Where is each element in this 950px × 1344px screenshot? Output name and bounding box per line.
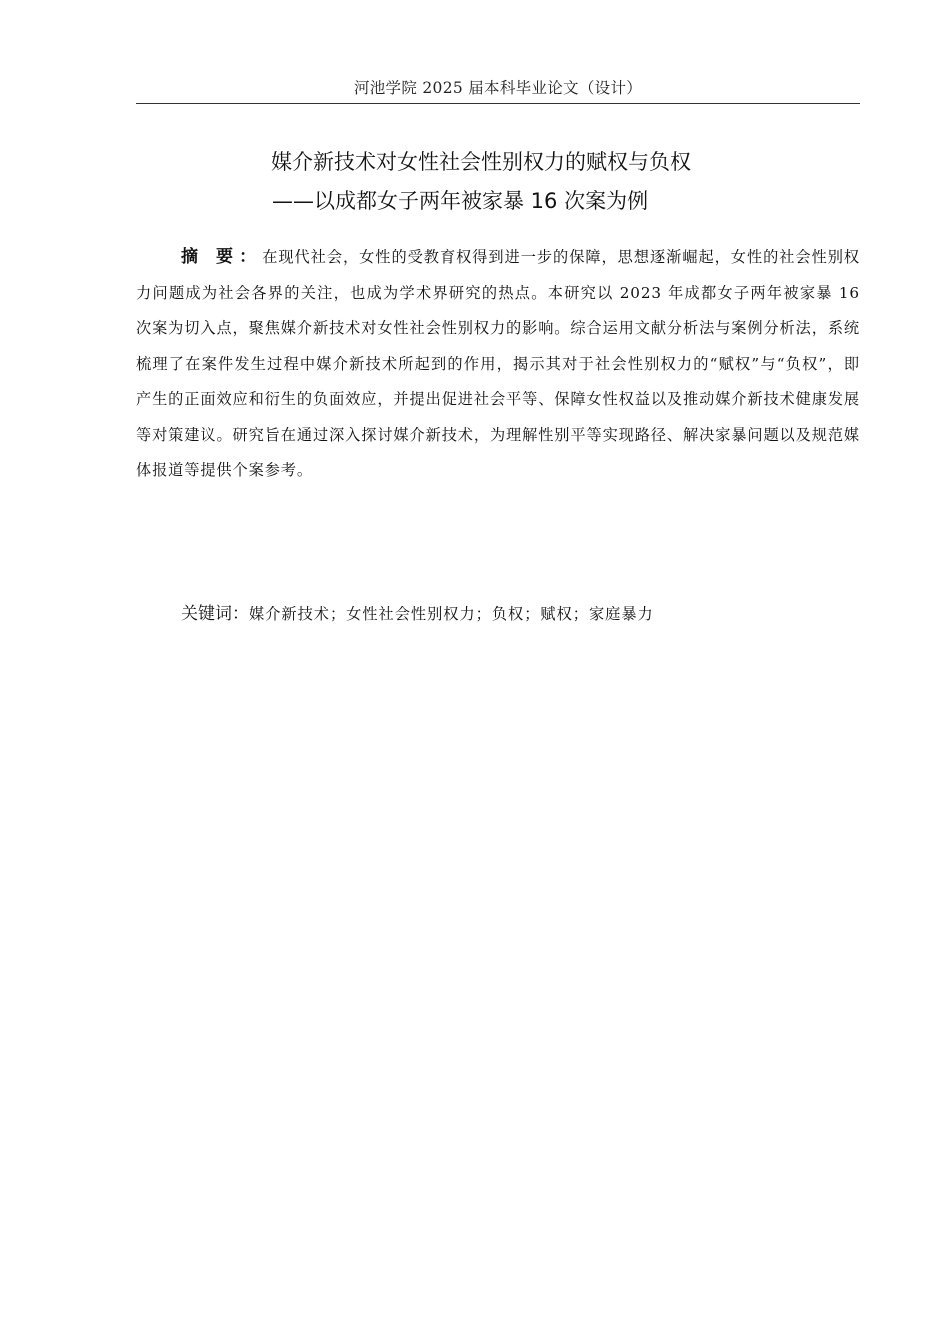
keywords-label: 关键词：	[181, 604, 249, 624]
abstract-section	[136, 240, 860, 489]
header-divider	[136, 103, 860, 104]
paper-title-subtitle: ——以成都女子两年被家暴 16 次案为例	[272, 189, 649, 213]
keywords-section	[181, 598, 860, 630]
abstract-label: 摘 要：	[181, 247, 263, 267]
keywords-list: 媒介新技术；女性社会性别权力；负权；赋权；家庭暴力	[249, 605, 654, 623]
paper-title-main: 媒介新技术对女性社会性别权力的赋权与负权	[271, 150, 691, 174]
running-header: 河池学院 2025 届本科毕业论文（设计）	[353, 79, 643, 97]
abstract-body: 在现代社会，女性的受教育权得到进一步的保障，思想逐渐崛起，女性的社会性别权力问题成为社会各界的关注，也成为学术界研究的热点。本研究以 2023 年成都女子两年被家暴 16 次案为切入点，聚焦媒介新技术对女性社会性别权力的影响。综合运用文献分析法与案例分析法，系统梳理了在案件发生过程中媒介新技术所起到的作用，揭示其对于社会性别权力的“赋权”与“负权”，即产生的正面效应和衍生的负面效应，并提出促进社会平等、保障女性权益以及推动媒介新技术健康发展等对策建议。研究旨在通过深入探讨媒介新技术，为理解性别平等实现路径、解决家暴问题以及规范媒体报道等提供个案参考。	[136, 248, 860, 479]
paper-title	[136, 146, 860, 217]
